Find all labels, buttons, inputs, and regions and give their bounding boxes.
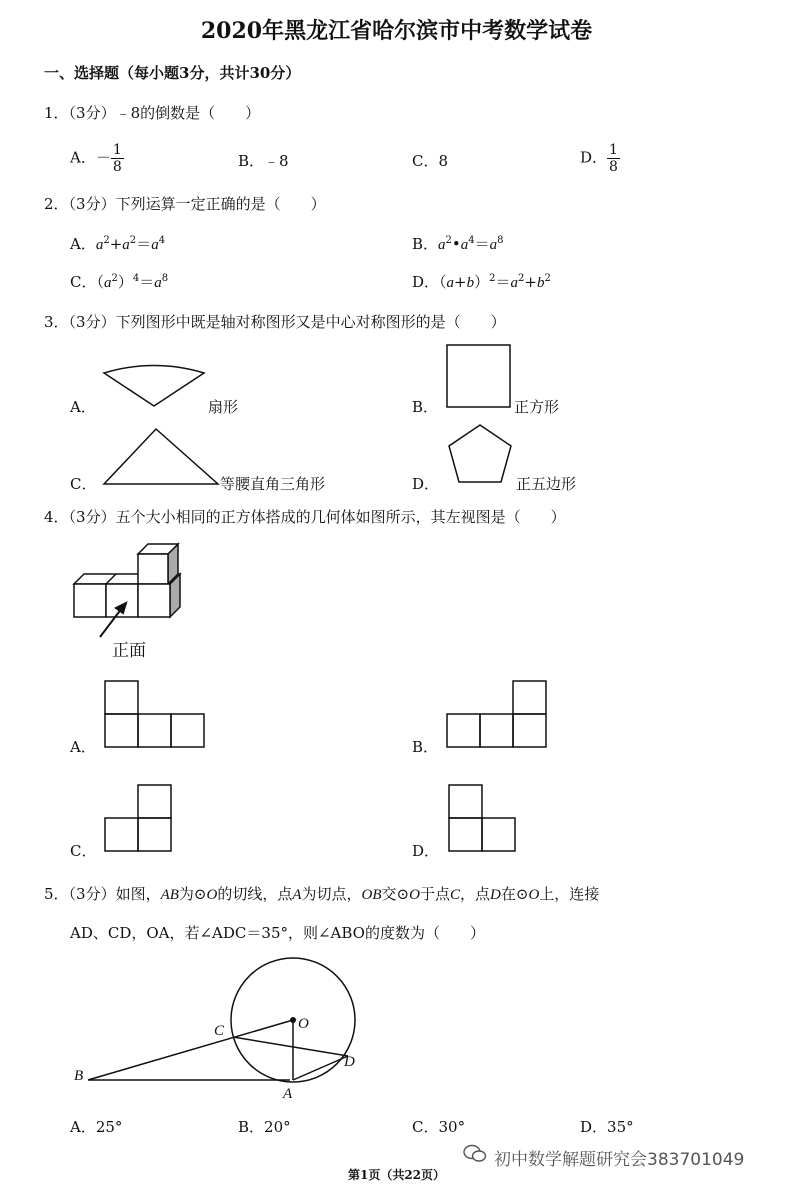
question-5-stem-line1: 5．（3分）如图，AB为⊙O的切线，点A为切点，OB交⊙O于点C，点D在⊙O上，连接 [44,885,600,903]
front-label: 正面 [112,641,146,661]
q4-a-label: A． [70,738,96,756]
question-2-stem: 2．（3分）下列运算一定正确的是（ ） [44,195,326,213]
q2-option-a: A．$a^2+a^2=a^4$ [70,235,166,253]
q1-a-fraction: $\frac{1}{8}$ [112,142,122,175]
q1-d-label: D． [580,148,608,167]
q4-d-label: D． [412,842,440,860]
q1-option-b: B．﹣8 [238,152,289,170]
label-b: B [74,1068,84,1084]
label-d: D [344,1054,355,1070]
q4-c-label: C． [70,842,97,860]
q1-option-a [70,142,124,175]
square-figure [446,344,512,410]
sector-figure [100,350,210,410]
q3-d-name: 正五边形 [516,475,577,493]
q4-option-d-view [448,784,520,854]
q3-a-name: 扇形 [208,398,239,416]
q3-b-name: 正方形 [514,398,560,416]
q1-d-fraction: $\frac{1}{8}$ [609,142,618,175]
question-3-stem: 3．（3分）下列图形中既是轴对称图形又是中心对称图形的是（ ） [44,313,506,331]
q5-option-b: B．20° [238,1118,291,1136]
q4-option-b-view [446,680,550,750]
q2-option-d: D．$(a+b)^2=a^2+b^2$ [412,273,551,291]
q5-option-c: C．30° [412,1118,466,1136]
circle-tangent-figure [66,950,366,1110]
q3-c-name: 等腰直角三角形 [220,475,326,493]
question-1-stem: 1．（3分）﹣8的倒数是（ ） [44,104,261,122]
section-heading: 一、选择题（每小题3分，共计30分） [44,64,301,82]
q2-option-b: B．$a^2•a^4=a^8$ [412,235,504,253]
q4-option-c-view [104,784,176,854]
label-c: C [214,1023,225,1039]
q1-a-sign: － [95,148,111,167]
q3-c-label: C． [70,475,97,493]
cube-solid-figure [70,540,200,650]
q1-option-c: C．8 [412,152,449,170]
q3-a-label: A． [70,398,96,416]
page-footer: 第1页（共22页） [347,1168,446,1182]
wechat-icon [462,1142,488,1164]
q1-a-label: A． [70,148,96,167]
q5-option-d: D．35° [580,1118,634,1136]
watermark-text: 初中数学解题研究会383701049 [494,1150,745,1170]
question-4-stem: 4．（3分）五个大小相同的正方体搭成的几何体如图所示，其左视图是（ ） [44,508,566,526]
question-5-stem-line2: AD、CD，OA，若∠ADC＝35°，则∠ABO的度数为（ ） [70,924,485,942]
q1-option-d [580,142,620,175]
q3-d-label: D． [412,475,440,493]
q4-option-a-view [104,680,208,750]
q3-b-label: B． [412,398,439,416]
regular-pentagon-figure [446,422,516,486]
label-o: O [298,1016,309,1032]
q4-b-label: B． [412,738,439,756]
q5-option-a: A．25° [70,1118,123,1136]
page-title: 2020年黑龙江省哈尔滨市中考数学试卷 [200,18,593,44]
isosceles-right-triangle-figure [102,426,222,488]
label-a: A [283,1086,293,1102]
q2-option-c: C．$(a^2)^4=a^8$ [70,273,169,291]
